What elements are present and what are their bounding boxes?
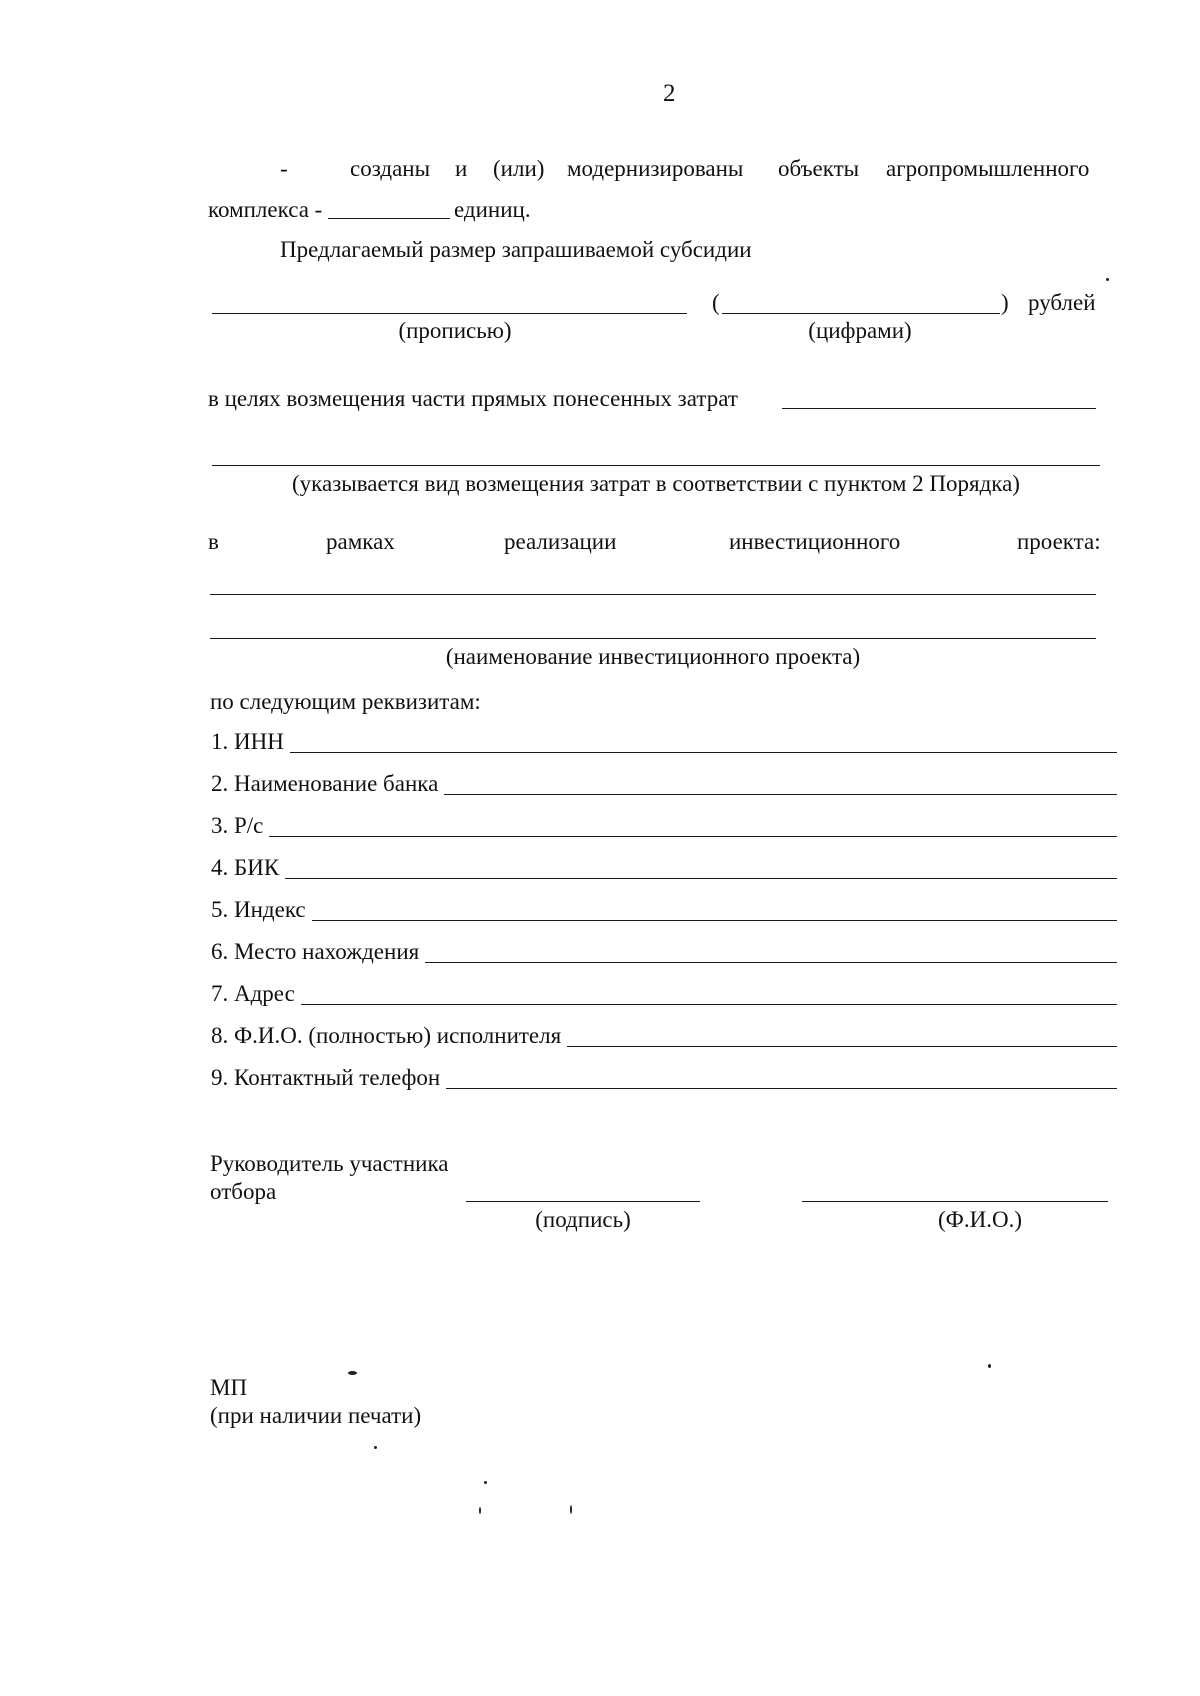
purpose-blank-2	[212, 465, 1100, 466]
field-address[interactable]	[211, 978, 1117, 1008]
project-word: рамках	[326, 529, 395, 554]
bullet-line2-suffix: единиц.	[454, 197, 531, 222]
field-bik[interactable]	[211, 852, 1117, 882]
subsidy-intro: Предлагаемый размер запрашиваемой субсидии	[280, 237, 752, 262]
signatory-role-line1: Руководитель участника	[210, 1151, 449, 1176]
amount-words-blank	[212, 313, 687, 314]
units-blank	[328, 218, 450, 219]
name-blank[interactable]	[802, 1201, 1108, 1202]
field-label: 5. Индекс	[211, 897, 306, 922]
bullet-word: модернизированы	[567, 156, 744, 181]
requisites-intro: по следующим реквизитам:	[210, 689, 481, 714]
stamp-label: МП	[210, 1375, 248, 1400]
scan-speck	[570, 1505, 572, 1514]
bullet-word: объекты	[778, 156, 860, 181]
signature-blank[interactable]	[466, 1201, 700, 1202]
project-word: реализации	[504, 529, 617, 554]
field-label: 6. Место нахождения	[211, 939, 420, 964]
scan-speck	[1106, 278, 1109, 281]
scan-speck	[348, 1371, 357, 1375]
caption-words: (прописью)	[398, 318, 512, 343]
bullet-dash: -	[280, 156, 288, 181]
scan-speck	[374, 1446, 377, 1449]
field-index[interactable]	[211, 894, 1117, 924]
open-paren: (	[712, 290, 720, 315]
bullet-word: и	[455, 156, 468, 181]
project-blank-2	[210, 638, 1096, 639]
field-label: 9. Контактный телефон	[211, 1065, 441, 1090]
purpose-caption: (указывается вид возмещения затрат в соответствии с пунктом 2 Порядка)	[292, 471, 1020, 496]
field-label: 1. ИНН	[211, 729, 284, 754]
field-location[interactable]	[211, 936, 1117, 966]
field-blank	[425, 962, 1117, 963]
scan-speck	[988, 1364, 991, 1368]
bullet-word: созданы	[350, 156, 431, 181]
field-blank	[285, 878, 1117, 879]
scan-speck	[484, 1481, 487, 1484]
caption-signature: (подпись)	[535, 1207, 631, 1232]
field-blank	[301, 1004, 1117, 1005]
caption-name: (Ф.И.О.)	[938, 1207, 1022, 1232]
project-word: инвестиционного	[729, 529, 901, 554]
field-label: 8. Ф.И.О. (полностью) исполнителя	[211, 1023, 562, 1048]
purpose-blank-1	[782, 408, 1096, 409]
field-label: 7. Адрес	[211, 981, 295, 1006]
field-blank	[446, 1088, 1117, 1089]
currency-label: рублей	[1028, 290, 1096, 315]
amount-digits-blank	[722, 313, 1000, 314]
field-blank	[290, 752, 1117, 753]
field-executor-name[interactable]	[211, 1020, 1117, 1050]
field-blank	[312, 920, 1117, 921]
caption-digits: (цифрами)	[808, 318, 912, 343]
field-label: 3. Р/с	[211, 813, 264, 838]
project-word: проекта:	[1017, 529, 1101, 554]
scan-speck	[479, 1507, 481, 1514]
field-label: 4. БИК	[211, 855, 280, 880]
bullet-word: (или)	[493, 156, 545, 181]
field-phone[interactable]	[211, 1062, 1117, 1092]
stamp-note: (при наличии печати)	[210, 1403, 422, 1428]
field-account[interactable]	[211, 810, 1117, 840]
page-number: 2	[663, 80, 676, 107]
project-caption: (наименование инвестиционного проекта)	[445, 644, 861, 669]
signatory-role-line2: отбора	[210, 1179, 277, 1204]
field-bank-name[interactable]	[211, 768, 1117, 798]
bullet-word: агропромышленного	[886, 156, 1090, 181]
bullet-line2-prefix: комплекса -	[208, 197, 323, 222]
project-word: в	[208, 529, 219, 554]
field-blank	[269, 836, 1117, 837]
field-blank	[444, 794, 1117, 795]
close-paren: )	[1001, 290, 1009, 315]
field-label: 2. Наименование банка	[211, 771, 439, 796]
field-inn[interactable]	[211, 726, 1117, 756]
purpose-text: в целях возмещения части прямых понесенных затрат	[208, 386, 738, 411]
project-blank-1	[210, 594, 1096, 595]
field-blank	[567, 1046, 1117, 1047]
